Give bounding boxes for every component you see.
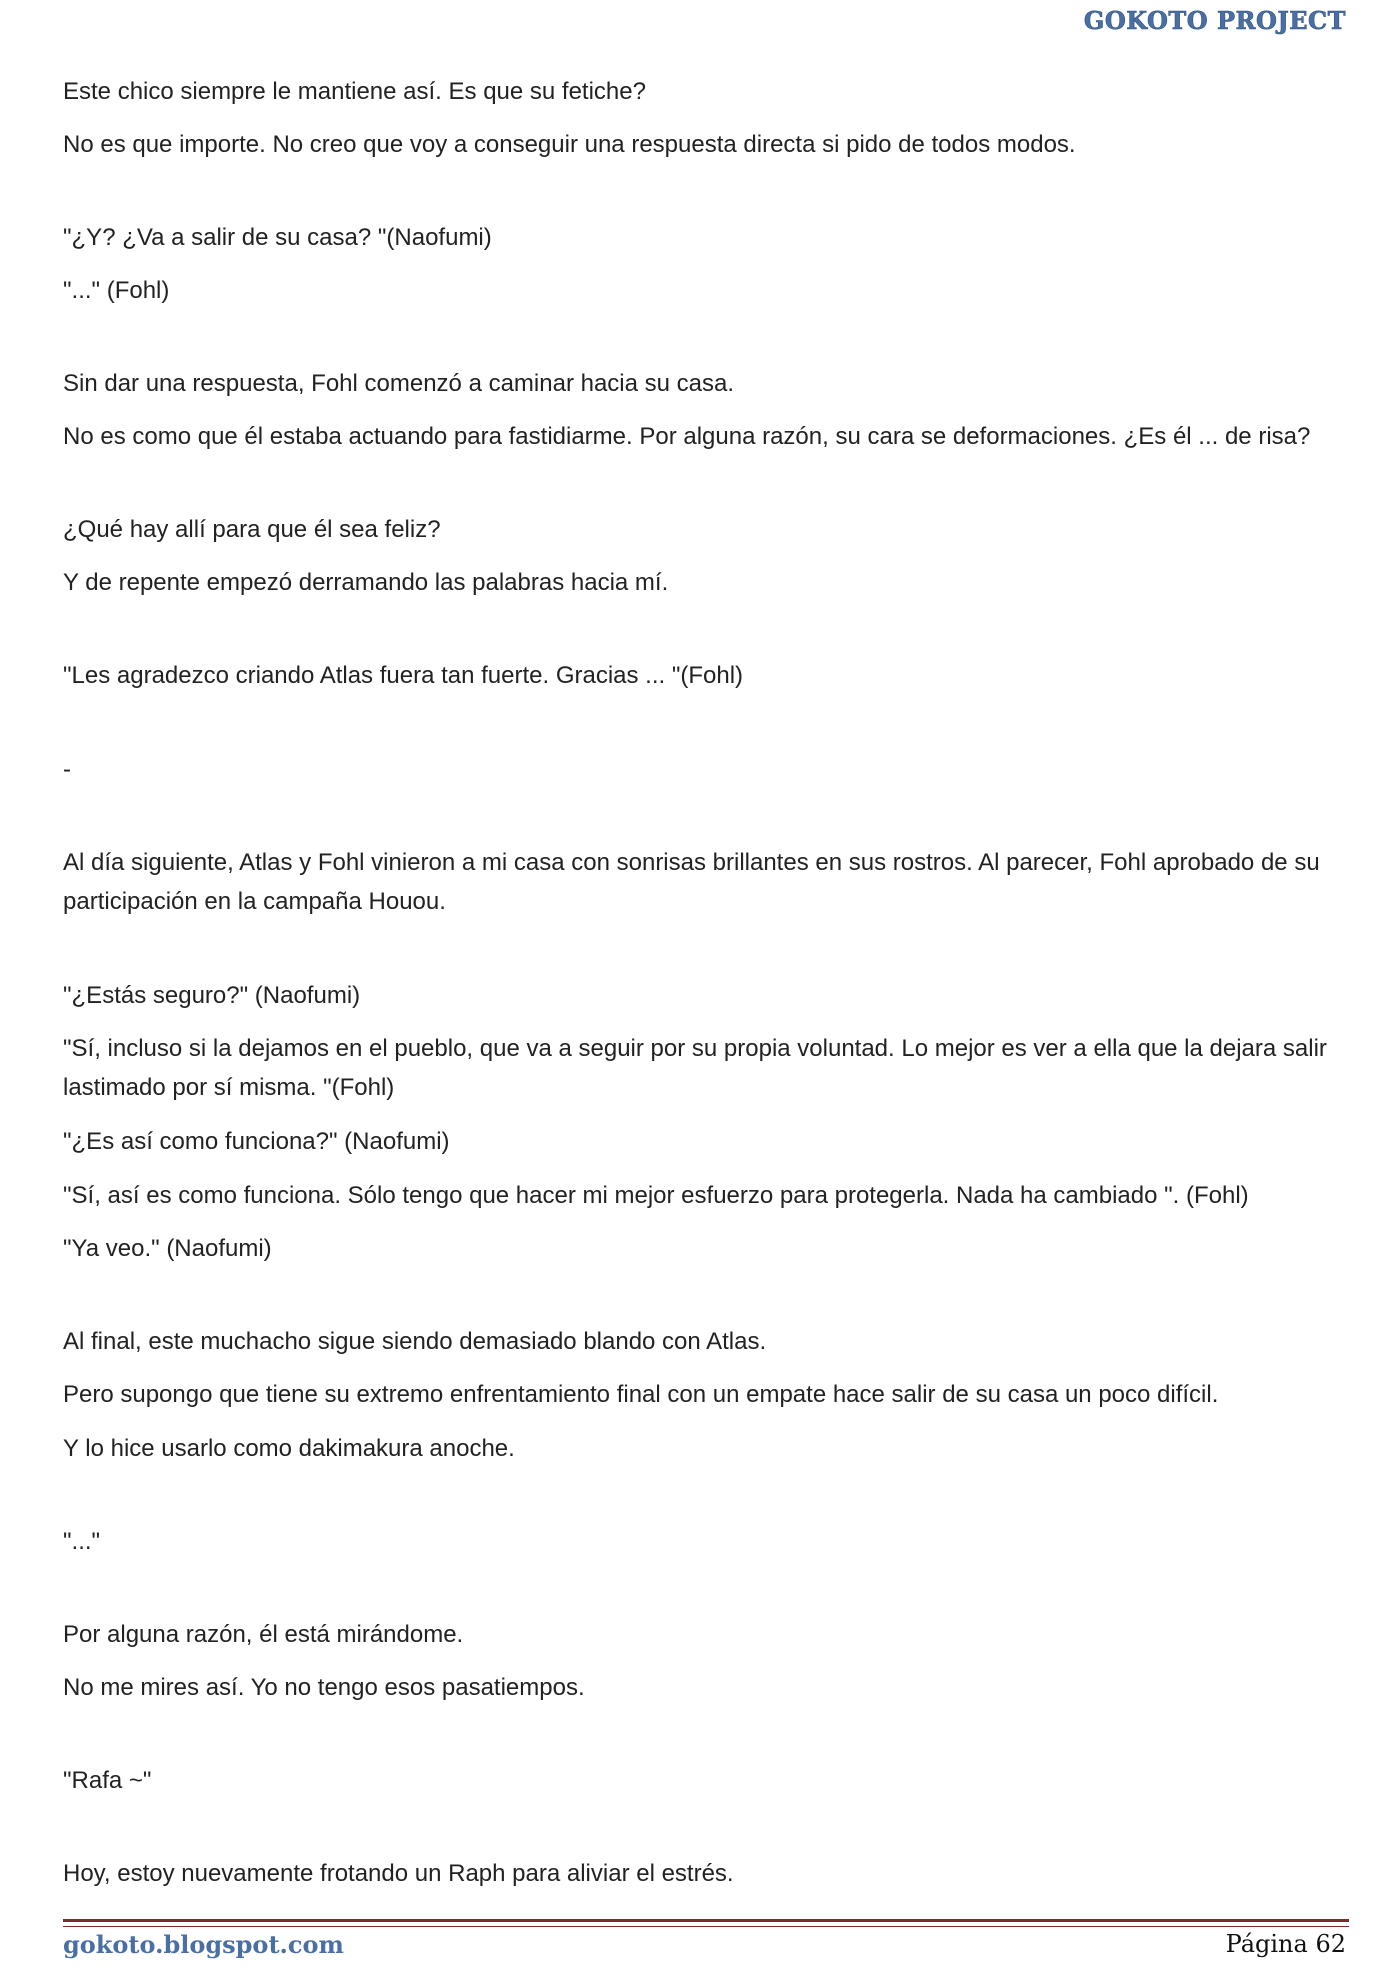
dialogue-line: "..." (63, 1528, 101, 1555)
dialogue-line: "Les agradezco criando Atlas fuera tan fuerte. Gracias ... "(Fohl) (63, 662, 744, 689)
paragraph: No me mires así. Yo no tengo esos pasatiempos. (63, 1674, 585, 1701)
dialogue-line: "¿Estás seguro?" (Naofumi) (63, 982, 361, 1009)
paragraph: Y de repente empezó derramando las palabras hacia mí. (63, 569, 669, 596)
paragraph: Por alguna razón, él está mirándome. (63, 1621, 464, 1648)
header-brand: GOKOTO PROJECT (1083, 6, 1346, 35)
paragraph: Pero supongo que tiene su extremo enfrentamiento final con un empate hace salir de su casa un poco difícil. (63, 1381, 1219, 1408)
paragraph: Al día siguiente, Atlas y Fohl vinieron a mi casa con sonrisas brillantes en sus rostros. Al parecer, Fohl aprobado de su participación en la campaña Houou. (63, 849, 1320, 915)
paragraph: ¿Qué hay allí para que él sea feliz? (63, 516, 441, 543)
dialogue-line: "¿Y? ¿Va a salir de su casa? "(Naofumi) (63, 224, 492, 251)
dialogue-line: "Sí, incluso si la dejamos en el pueblo, que va a seguir por su propia voluntad. Lo mejor es ver a ella que la dejara salir lastimado por sí misma. "(Fohl) (63, 1035, 1327, 1101)
paragraph: No es como que él estaba actuando para fastidiarme. Por alguna razón, su cara se deformaciones. ¿Es él ... de risa? (63, 423, 1311, 450)
paragraph: Hoy, estoy nuevamente frotando un Raph para aliviar el estrés. (63, 1860, 734, 1887)
paragraph: Este chico siempre le mantiene así. Es que su fetiche? (63, 78, 646, 105)
paragraph: Sin dar una respuesta, Fohl comenzó a caminar hacia su casa. (63, 370, 735, 397)
scene-break: - (63, 756, 71, 783)
paragraph: No es que importe. No creo que voy a conseguir una respuesta directa si pido de todos modos. (63, 131, 1076, 158)
paragraph: Al final, este muchacho sigue siendo demasiado blando con Atlas. (63, 1328, 767, 1355)
dialogue-line: "Sí, así es como funciona. Sólo tengo que hacer mi mejor esfuerzo para protegerla. Nada ha cambiado ". (Fohl) (63, 1182, 1249, 1209)
dialogue-line: "..." (Fohl) (63, 277, 170, 304)
dialogue-line: "Rafa ~" (63, 1767, 152, 1794)
footer-divider (63, 1919, 1349, 1927)
dialogue-line: "¿Es así como funciona?" (Naofumi) (63, 1128, 450, 1155)
dialogue-line: "Ya veo." (Naofumi) (63, 1235, 272, 1262)
footer-site-link[interactable]: gokoto.blogspot.com (63, 1930, 344, 1959)
page-number: Página 62 (1225, 1930, 1346, 1958)
paragraph: Y lo hice usarlo como dakimakura anoche. (63, 1435, 515, 1462)
